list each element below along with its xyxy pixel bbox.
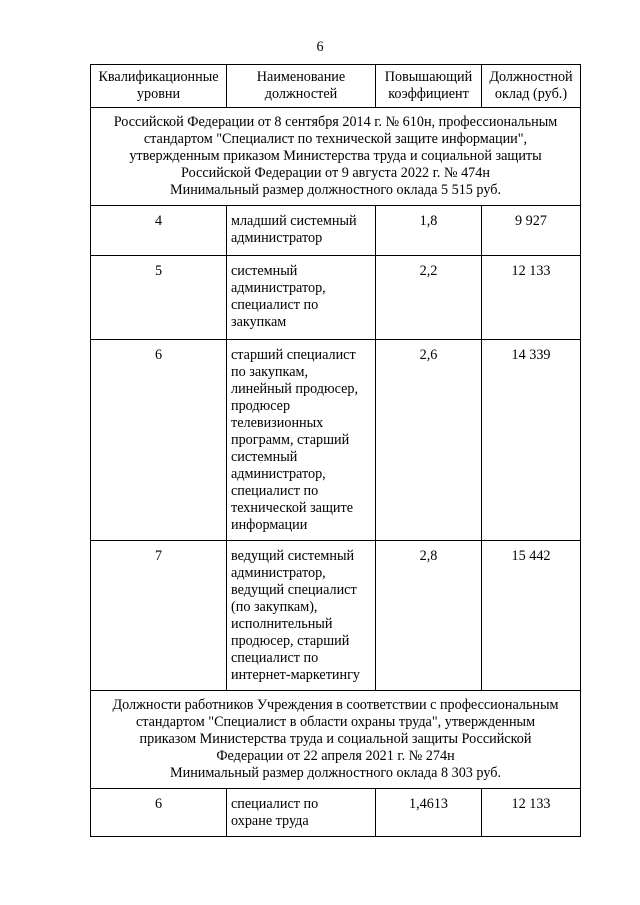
header-position-names: Наименование должностей <box>227 65 376 108</box>
table-row <box>91 541 581 691</box>
page-number: 6 <box>316 39 324 55</box>
coefficient-cell: 2,8 <box>376 541 482 691</box>
position-cell: специалист по охране труда <box>227 789 376 837</box>
coefficient-cell: 2,2 <box>376 256 482 340</box>
salary-cell: 14 339 <box>482 340 581 541</box>
table-row <box>91 789 581 837</box>
level-cell: 5 <box>91 256 227 340</box>
table-row <box>91 256 581 340</box>
level-cell: 4 <box>91 206 227 256</box>
header-salary: Должностной оклад (руб.) <box>482 65 581 108</box>
salary-table <box>90 64 581 837</box>
salary-cell: 9 927 <box>482 206 581 256</box>
coefficient-cell: 1,4613 <box>376 789 482 837</box>
header-qualification-levels: Квалификационные уровни <box>91 65 227 108</box>
table-header-row <box>91 65 581 108</box>
section-header-row <box>91 691 581 789</box>
level-cell: 6 <box>91 789 227 837</box>
position-cell: младший системный администратор <box>227 206 376 256</box>
level-cell: 6 <box>91 340 227 541</box>
table-row <box>91 340 581 541</box>
section-title: Должности работников Учреждения в соответствии с профессиональным стандартом "Специалист в области охраны труда", утвержденным приказом Министерства труда и социальной защиты Российской Федерации от 22 апреля 2021 г. № 274н Минимальный размер должностного оклада 8 303 руб. <box>91 691 581 789</box>
position-cell: старший специалист по закупкам, линейный продюсер, продюсер телевизионных программ, старший системный администратор, специалист по технической защите информации <box>227 340 376 541</box>
header-coefficient: Повышающий коэффициент <box>376 65 482 108</box>
section-title: Российской Федерации от 8 сентября 2014 г. № 610н, профессиональным стандартом "Специалист по технической защите информации", утвержденным приказом Министерства труда и социальной защиты Российской Федерации от 9 августа 2022 г. № 474н Минимальный размер должностного оклада 5 515 руб. <box>91 108 581 206</box>
coefficient-cell: 1,8 <box>376 206 482 256</box>
salary-cell: 12 133 <box>482 256 581 340</box>
table-row <box>91 206 581 256</box>
salary-cell: 12 133 <box>482 789 581 837</box>
position-cell: ведущий системный администратор, ведущий специалист (по закупкам), исполнительный продюсер, старший специалист по интернет-маркетингу <box>227 541 376 691</box>
coefficient-cell: 2,6 <box>376 340 482 541</box>
salary-cell: 15 442 <box>482 541 581 691</box>
section-header-row <box>91 108 581 206</box>
level-cell: 7 <box>91 541 227 691</box>
position-cell: системный администратор, специалист по закупкам <box>227 256 376 340</box>
